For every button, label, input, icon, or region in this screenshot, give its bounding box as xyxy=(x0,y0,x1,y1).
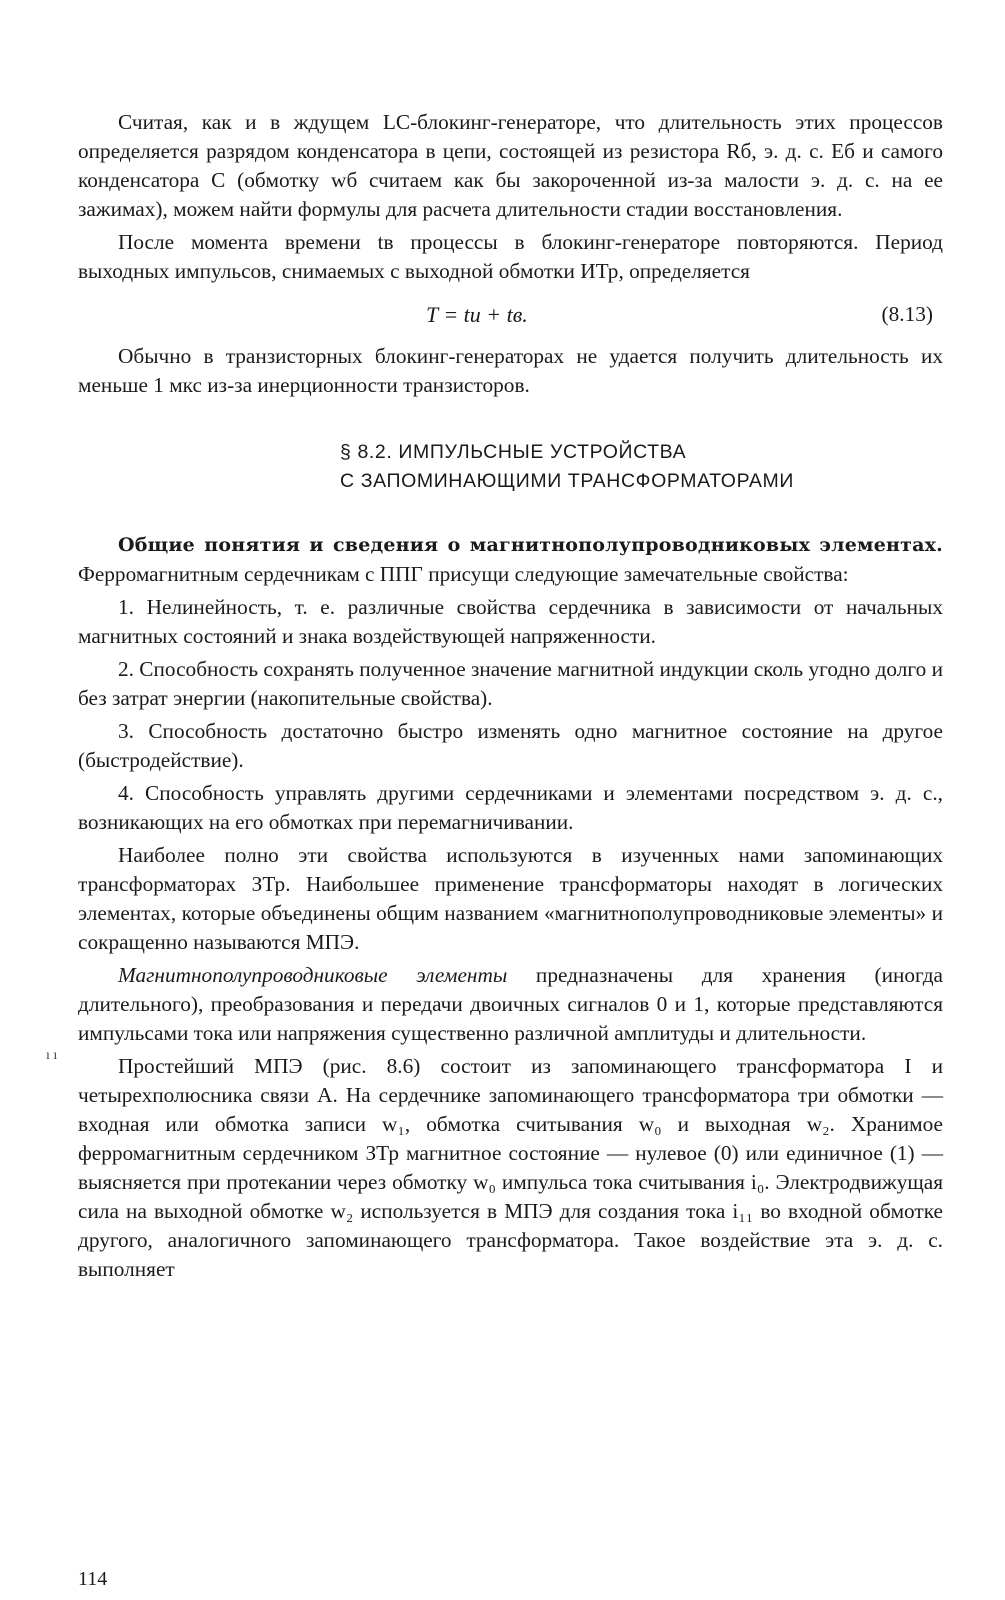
section-heading xyxy=(78,438,943,496)
paragraph-memory-transformers: Наиболее полно эти свойства используются в изученных нами запоминающих трансформаторах ЗТр. Наибольшее применение трансформаторы находят в логических элементах, которые объединены общим названием «магнитнополупроводниковые элементы» и сокращенно называются МПЭ. xyxy=(78,843,943,954)
list-item: 2. Способность сохранять полученное значение магнитной индукции сколь угодно долго и без затрат энергии (накопительные свойства). xyxy=(78,657,943,710)
section-heading-line2: С ЗАПОМИНАЮЩИМИ ТРАНСФОРМАТОРАМИ xyxy=(340,470,794,492)
paragraph-general-concepts-text: Ферромагнитным сердечникам с ППГ присущи следующие замечательные свойства: xyxy=(78,562,849,586)
list-item: 4. Способность управлять другими сердечниками и элементами посредством э. д. с., возникающих на его обмотках при перемагничивании. xyxy=(78,781,943,834)
paragraph-mpe-definition-text: предназначены для хранения (иногда длительного), преобразования и передачи двоичных сигналов 0 и 1, которые представляются импульсами тока или напряжения существенно различной амплитуды и длительности. xyxy=(78,963,943,1045)
paragraph-general-concepts xyxy=(78,530,943,589)
section-heading-line1: § 8.2. ИМПУЛЬСНЫЕ УСТРОЙСТВА xyxy=(340,441,687,463)
run-in-heading: Общие понятия и сведения о магнитнополупроводниковых элементах. xyxy=(118,534,943,556)
list-item: 1. Нелинейность, т. е. различные свойства сердечника в зависимости от начальных магнитных состояний и знака воздействующей напряженности. xyxy=(78,595,943,648)
page-number: 114 xyxy=(78,1568,108,1590)
paragraph-transistor-duration: Обычно в транзисторных блокинг-генераторах не удается получить длительность их меньше 1 мкс из-за инерционности транзисторов. xyxy=(78,344,943,397)
equation-formula: T = tи + tв. xyxy=(426,302,528,327)
margin-mark: ı ı xyxy=(46,1048,58,1063)
italic-term: Магнитнополупроводниковые элементы xyxy=(118,963,508,987)
list-item: 3. Способность достаточно быстро изменять одно магнитное состояние на другое (быстродействие). xyxy=(78,719,943,772)
paragraph-mpe-definition xyxy=(78,961,943,1048)
paragraph-simplest-mpe: Простейший МПЭ (рис. 8.6) состоит из запоминающего трансформатора I и четырехполюсника связи A. На сердечнике запоминающего трансформатора три обмотки — входная или обмотка записи w₁, обмотка считывания w₀ и выходная w₂. Хранимое ферромагнитным сердечником ЗТр магнитное состояние — нулевое (0) или единичное (1) — выясняется при протекании через обмотку w₀ импульса тока считывания i₀. Электродвижущая сила на выходной обмотке w₂ используется в МПЭ для создания тока i₁₁ во входной обмотке другого, аналогичного запоминающего трансформатора. Такое воздействие эта э. д. с. выполняет xyxy=(78,1054,943,1281)
equation-number: (8.13) xyxy=(881,302,933,326)
paragraph-period: После момента времени tв процессы в блокинг-генераторе повторяются. Период выходных импульсов, снимаемых с выходной обмотки ИТр, определяется xyxy=(78,230,943,283)
paragraph-lc-blocking: Считая, как и в ждущем LC-блокинг-генераторе, что длительность этих процессов определяется разрядом конденсатора в цепи, состоящей из резистора Rб, э. д. с. Eб и самого конденсатора C (обмотку wб считаем как бы закороченной из-за малости э. д. с. на ее зажимах), можем найти формулы для расчета длительности стадии восстановления. xyxy=(78,110,943,221)
text-column xyxy=(78,108,943,1284)
equation-8-13 xyxy=(78,300,943,330)
